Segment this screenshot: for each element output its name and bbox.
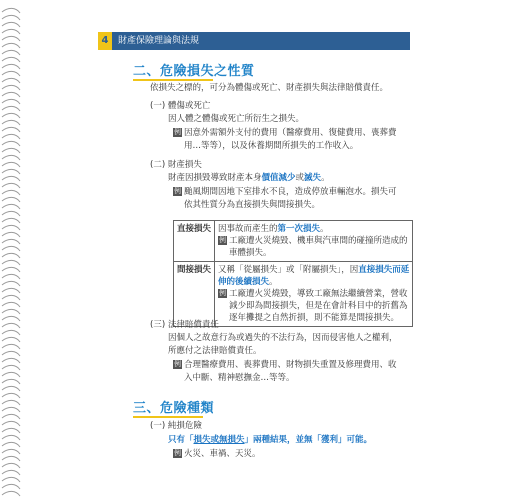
spiral-coil	[2, 281, 20, 286]
spiral-coil	[2, 85, 20, 90]
spiral-coil	[2, 239, 20, 244]
spiral-coil	[2, 365, 20, 370]
spiral-coil	[2, 57, 20, 62]
spiral-coil	[2, 302, 20, 307]
spiral-coil	[2, 456, 20, 461]
subsection-title-pure-risk: (一) 純損危險	[150, 421, 202, 431]
subsection-title-bodily-injury: (一) 體傷或死亡	[150, 101, 211, 111]
spiral-coil	[2, 393, 20, 398]
direct-loss-label: 直接損失	[174, 221, 215, 262]
example-tag: 例	[174, 128, 181, 136]
table-row	[174, 262, 413, 327]
running-header-title: 財產保險理論與法規	[118, 36, 200, 46]
spiral-coil	[2, 211, 20, 216]
spiral-coil	[2, 169, 20, 174]
example-pure-risk: 例 火災、車禍、天災。	[174, 449, 261, 459]
spiral-coil	[2, 232, 20, 237]
subsection-body-bodily-injury: 因人體之體傷或死亡所衍生之損失。	[168, 114, 305, 124]
spiral-coil	[2, 225, 20, 230]
subsection-body-property-loss: 財產因損毀導致財產本身價值減少或滅失。	[168, 173, 330, 183]
spiral-coil	[2, 113, 20, 118]
pure-risk-definition: 只有「損失或無損失」兩種結果，並無「獲利」可能。	[168, 435, 373, 445]
section-heading-loss-nature: 二、危險損失之性質	[133, 64, 255, 79]
spiral-coil	[2, 358, 20, 363]
spiral-coil	[2, 22, 20, 27]
example-tag: 例	[174, 187, 181, 195]
spiral-coil	[2, 379, 20, 384]
spiral-coil	[2, 71, 20, 76]
heading-underline	[133, 416, 203, 418]
spiral-coil	[2, 323, 20, 328]
spiral-coil	[2, 162, 20, 167]
loss-type-table	[173, 220, 413, 327]
spiral-coil	[2, 386, 20, 391]
spiral-coil	[2, 295, 20, 300]
indirect-loss-cell: 又稱「從屬損失」或「附屬損失」，因直接損失而延 伸的後續損失。 例 工廠遭火災燒毀，導致工廠無法繼續營業，營收 減少即為間接損失，但是在會計科目中的折舊為 逐年攤提之自然折損，則不能算是間接損失。	[215, 262, 413, 327]
spiral-coil	[2, 141, 20, 146]
spiral-coil	[2, 274, 20, 279]
example-bodily-injury: 例 因意外需額外支付的費用（醫療費用、復健費用、喪葬費	[174, 128, 397, 138]
spiral-coil	[2, 309, 20, 314]
spiral-coil	[2, 246, 20, 251]
heading-underline	[133, 79, 213, 81]
spiral-coil	[2, 400, 20, 405]
subsection-body-legal-liability: 因個人之故意行為或過失的不法行為，因而侵害他人之權利，	[168, 333, 398, 343]
spiral-coil	[2, 64, 20, 69]
spiral-coil	[2, 463, 20, 468]
example-tag: 例	[219, 289, 227, 297]
spiral-coil	[2, 337, 20, 342]
spiral-coil	[2, 15, 20, 20]
subsection-title-legal-liability: (三) 法律賠償責任	[150, 320, 219, 330]
spiral-coil	[2, 106, 20, 111]
spiral-coil	[2, 190, 20, 195]
spiral-coil	[2, 330, 20, 335]
subsection-title-property-loss: (二) 財產損失	[150, 160, 202, 170]
spiral-coil	[2, 442, 20, 447]
example-property-loss-cont: 依其性質分為直接損失與間接損失。	[184, 200, 321, 210]
spiral-coil	[2, 407, 20, 412]
spiral-binding	[0, 0, 22, 500]
subsection-body-legal-liability-cont: 所應付之法律賠償責任。	[168, 346, 262, 356]
example-tag: 例	[219, 236, 227, 244]
spiral-coil	[2, 204, 20, 209]
spiral-coil	[2, 477, 20, 482]
spiral-coil	[2, 449, 20, 454]
spiral-coil	[2, 260, 20, 265]
page-number: 4	[98, 32, 112, 50]
spiral-coil	[2, 155, 20, 160]
example-legal-liability-cont: 入中斷、精神慰撫金…等等。	[184, 373, 295, 383]
spiral-coil	[2, 288, 20, 293]
spiral-coil	[2, 197, 20, 202]
spiral-coil	[2, 351, 20, 356]
spiral-coil	[2, 253, 20, 258]
spiral-coil	[2, 484, 20, 489]
spiral-coil	[2, 470, 20, 475]
example-bodily-injury-cont: 用…等等），以及休養期間所損失的工作收入。	[184, 141, 359, 151]
spiral-coil	[2, 148, 20, 153]
indirect-loss-label: 間接損失	[174, 262, 215, 327]
spiral-coil	[2, 183, 20, 188]
spiral-coil	[2, 316, 20, 321]
spiral-coil	[2, 435, 20, 440]
spiral-coil	[2, 36, 20, 41]
example-property-loss: 例 颱風期間因地下室排水不良，造成停放車輛泡水。損失可	[174, 187, 397, 197]
spiral-coil	[2, 428, 20, 433]
example-tag: 例	[174, 449, 181, 457]
spiral-coil	[2, 29, 20, 34]
spiral-coil	[2, 78, 20, 83]
direct-loss-cell: 因事故而產生的第一次損失。 例 工廠遭火災燒毀、機車與汽車間的碰撞所造成的 車體損失。	[215, 221, 413, 262]
example-tag: 例	[174, 360, 181, 368]
spiral-coil	[2, 491, 20, 496]
example-legal-liability: 例 合理醫療費用、喪葬費用、財物損失重置及修理費用、收	[174, 360, 397, 370]
spiral-coil	[2, 267, 20, 272]
intro-paragraph: 依損失之標的，可分為體傷或死亡、財產損失與法律賠償責任。	[150, 83, 389, 93]
spiral-coil	[2, 50, 20, 55]
spiral-coil	[2, 372, 20, 377]
spiral-coil	[2, 127, 20, 132]
spiral-coil	[2, 120, 20, 125]
spiral-coil	[2, 134, 20, 139]
spiral-coil	[2, 421, 20, 426]
section-heading-risk-types: 三、危險種類	[133, 401, 215, 416]
spiral-coil	[2, 414, 20, 419]
spiral-coil	[2, 8, 20, 13]
spiral-coil	[2, 344, 20, 349]
spiral-coil	[2, 218, 20, 223]
spiral-coil	[2, 176, 20, 181]
spiral-coil	[2, 43, 20, 48]
spiral-coil	[2, 99, 20, 104]
page-header-bar	[98, 32, 410, 50]
table-row	[174, 221, 413, 262]
spiral-coil	[2, 92, 20, 97]
